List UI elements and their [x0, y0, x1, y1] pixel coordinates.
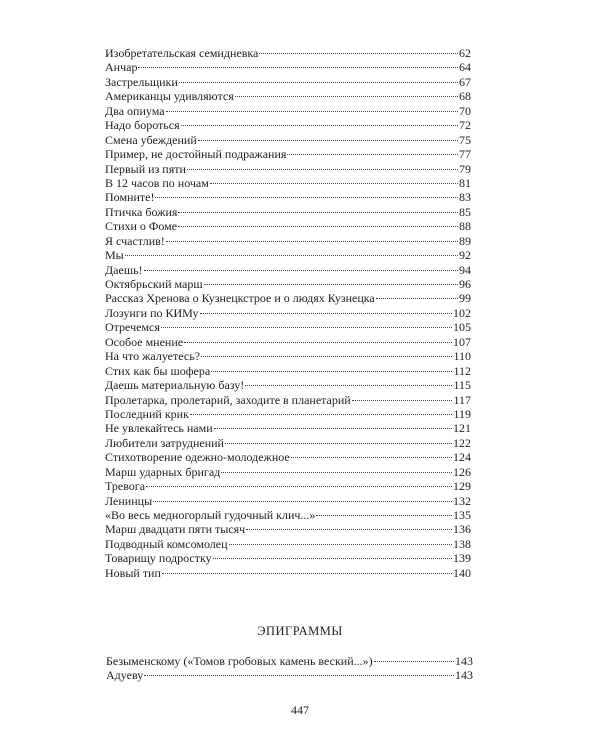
- dot-leader: [211, 371, 452, 372]
- entry-title: Ленинцы: [105, 493, 153, 508]
- dot-leader: [166, 111, 458, 112]
- toc-entry: [105, 104, 471, 118]
- dot-leader: [161, 327, 452, 328]
- dot-leader: [179, 82, 458, 83]
- entry-title: Надо бороться: [105, 118, 180, 133]
- entry-page-number: 68: [459, 89, 471, 104]
- toc-entry: [105, 277, 471, 291]
- entry-page-number: 89: [459, 233, 471, 248]
- dot-leader: [291, 457, 452, 458]
- entry-title: Даешь!: [105, 262, 143, 277]
- entry-page-number: 81: [459, 175, 471, 190]
- toc-entry: [105, 479, 471, 493]
- entry-page-number: 117: [453, 392, 471, 407]
- entry-page-number: 124: [453, 450, 471, 465]
- entry-title: Помните!: [105, 190, 155, 205]
- dot-leader: [200, 313, 452, 314]
- entry-title: Два опиума: [105, 103, 165, 118]
- entry-page-number: 75: [459, 132, 471, 147]
- dot-leader: [352, 400, 453, 401]
- dot-leader: [201, 356, 452, 357]
- dot-leader: [181, 125, 458, 126]
- entry-page-number: 122: [453, 435, 471, 450]
- dot-leader: [376, 298, 458, 299]
- entry-page-number: 139: [453, 551, 471, 566]
- entry-page-number: 107: [453, 334, 471, 349]
- entry-title: Особое мнение: [105, 334, 184, 349]
- dot-leader: [221, 472, 452, 473]
- entry-page-number: 102: [453, 305, 471, 320]
- toc-entry: [106, 668, 473, 682]
- entry-title: Подводный комсомолец: [105, 536, 228, 551]
- toc-entry: [105, 537, 471, 551]
- dot-leader: [144, 675, 454, 676]
- entry-title: Стихи о Фоме: [105, 219, 178, 234]
- dot-leader: [184, 342, 452, 343]
- dot-leader: [225, 443, 452, 444]
- entry-page-number: 94: [459, 262, 471, 277]
- dot-leader: [374, 661, 454, 662]
- toc-entry: [105, 320, 471, 334]
- entry-page-number: 99: [459, 291, 471, 306]
- toc-entry: [105, 89, 471, 103]
- entry-page-number: 143: [455, 654, 473, 668]
- dot-leader: [210, 183, 458, 184]
- dot-leader: [204, 284, 458, 285]
- table-of-contents: [105, 46, 471, 580]
- entry-page-number: 129: [453, 479, 471, 494]
- entry-title: Отречемся: [105, 320, 160, 335]
- entry-page-number: 77: [459, 147, 471, 162]
- entry-page-number: 64: [459, 60, 471, 75]
- entry-page-number: 140: [453, 565, 471, 580]
- dot-leader: [155, 197, 458, 198]
- toc-entry: [105, 219, 471, 233]
- dot-leader: [190, 414, 453, 415]
- dot-leader: [198, 140, 458, 141]
- toc-entry: [105, 551, 471, 565]
- dot-leader: [259, 53, 458, 54]
- entry-title: Смена убеждений: [105, 132, 197, 147]
- entry-title: Не увлекайтесь нами: [105, 421, 213, 436]
- entry-page-number: 85: [459, 204, 471, 219]
- entry-title: Стихотворение одежно-молодежное: [105, 450, 290, 465]
- entry-title: Лозунги по КИМу: [105, 305, 199, 320]
- toc-entry: [105, 407, 471, 421]
- dot-leader: [153, 501, 452, 502]
- dot-leader: [287, 154, 458, 155]
- dot-leader: [214, 428, 452, 429]
- entry-title: Анчар: [105, 60, 138, 75]
- page-number: 447: [291, 703, 309, 717]
- dot-leader: [245, 385, 452, 386]
- entry-title: Октябрьский марш: [105, 277, 203, 291]
- dot-leader: [178, 212, 458, 213]
- toc-entry: [105, 436, 471, 450]
- entry-title: Пролетарка, пролетарий, заходите в планетарий: [105, 392, 351, 407]
- toc-entry: [105, 494, 471, 508]
- entry-title: Адуеву: [106, 668, 144, 683]
- entry-page-number: 115: [453, 378, 471, 393]
- toc-entry: [105, 393, 471, 407]
- entry-page-number: 62: [459, 46, 471, 60]
- toc-entry: [105, 118, 471, 132]
- dot-leader: [246, 529, 452, 530]
- entry-page-number: 135: [453, 508, 471, 522]
- entry-page-number: 126: [453, 464, 471, 479]
- entry-title: Птичка божия: [105, 204, 178, 219]
- entry-page-number: 83: [459, 190, 471, 205]
- entry-page-number: 136: [453, 522, 471, 537]
- toc-entry: [105, 205, 471, 219]
- dot-leader: [146, 486, 452, 487]
- entry-title: Тревога: [105, 479, 146, 494]
- toc-entry: [105, 450, 471, 464]
- entry-title: Американцы удивляются: [105, 89, 234, 104]
- entry-title: Безыменскому («Томов гробовых камень веский...»): [106, 654, 373, 668]
- toc-entry: [105, 378, 471, 392]
- entry-page-number: 88: [459, 219, 471, 234]
- toc-entry: [105, 306, 471, 320]
- toc-entry: [105, 291, 471, 305]
- entry-title: В 12 часов по ночам: [105, 175, 209, 190]
- entry-title: Товарищу подростку: [105, 551, 212, 566]
- dot-leader: [316, 515, 452, 516]
- toc-entry: [105, 46, 471, 60]
- toc-entry: [105, 335, 471, 349]
- entry-page-number: 105: [453, 320, 471, 335]
- entry-title: Пример, не достойный подражания: [105, 147, 287, 162]
- entry-title: Застрельщики: [105, 74, 178, 89]
- toc-entry: [106, 654, 473, 668]
- toc-entry: [105, 248, 471, 262]
- entry-page-number: 138: [453, 536, 471, 551]
- toc-entry: [105, 176, 471, 190]
- dot-leader: [125, 255, 458, 256]
- dot-leader: [213, 558, 452, 559]
- entry-page-number: 143: [455, 668, 473, 683]
- entry-title: Рассказ Хренова о Кузнецкстрое и о людях Кузнецка: [105, 291, 375, 306]
- toc-entry: [105, 133, 471, 147]
- entry-title: Мы: [105, 248, 124, 263]
- dot-leader: [235, 96, 458, 97]
- entry-page-number: 112: [453, 363, 471, 378]
- toc-entry: [105, 234, 471, 248]
- entry-title: Последний крик: [105, 406, 189, 421]
- toc-entry: [105, 190, 471, 204]
- entry-page-number: 121: [453, 421, 471, 436]
- entry-title: Марш двадцати пяти тысяч: [105, 522, 246, 537]
- entry-title: «Во весь медногорлый гудочный клич...»: [105, 508, 316, 522]
- toc-entry: [105, 465, 471, 479]
- epigrams-contents: [106, 654, 473, 683]
- entry-title: Изобретательская семидневка: [105, 46, 259, 60]
- toc-entry: [105, 566, 471, 580]
- dot-leader: [166, 241, 458, 242]
- toc-entry: [105, 75, 471, 89]
- dot-leader: [229, 544, 452, 545]
- entry-page-number: 132: [453, 493, 471, 508]
- entry-page-number: 119: [453, 406, 471, 421]
- toc-entry: [105, 162, 471, 176]
- entry-title: Я счастлив!: [105, 233, 165, 248]
- entry-page-number: 67: [459, 74, 471, 89]
- entry-title: Первый из пяти: [105, 161, 186, 176]
- toc-entry: [105, 522, 471, 536]
- entry-page-number: 96: [459, 277, 471, 291]
- entry-title: Стих как бы шофера: [105, 363, 211, 378]
- dot-leader: [138, 67, 458, 68]
- toc-entry: [105, 263, 471, 277]
- toc-entry: [105, 508, 471, 522]
- entry-page-number: 92: [459, 248, 471, 263]
- toc-entry: [105, 421, 471, 435]
- toc-entry: [105, 60, 471, 74]
- entry-page-number: 72: [459, 118, 471, 133]
- toc-entry: [105, 349, 471, 363]
- section-heading-epigrams: ЭПИГРАММЫ: [257, 624, 343, 638]
- dot-leader: [162, 573, 452, 574]
- dot-leader: [144, 270, 458, 271]
- dot-leader: [187, 169, 458, 170]
- entry-page-number: 110: [453, 349, 471, 364]
- entry-title: Новый тип: [105, 565, 161, 580]
- entry-title: Любители затруднений: [105, 435, 224, 450]
- dot-leader: [178, 226, 458, 227]
- entry-title: Даешь материальную базу!: [105, 378, 245, 393]
- toc-entry: [105, 364, 471, 378]
- entry-page-number: 79: [459, 161, 471, 176]
- entry-title: На что жалуетесь?: [105, 349, 200, 364]
- toc-entry: [105, 147, 471, 161]
- entry-page-number: 70: [459, 103, 471, 118]
- entry-title: Марш ударных бригад: [105, 464, 221, 479]
